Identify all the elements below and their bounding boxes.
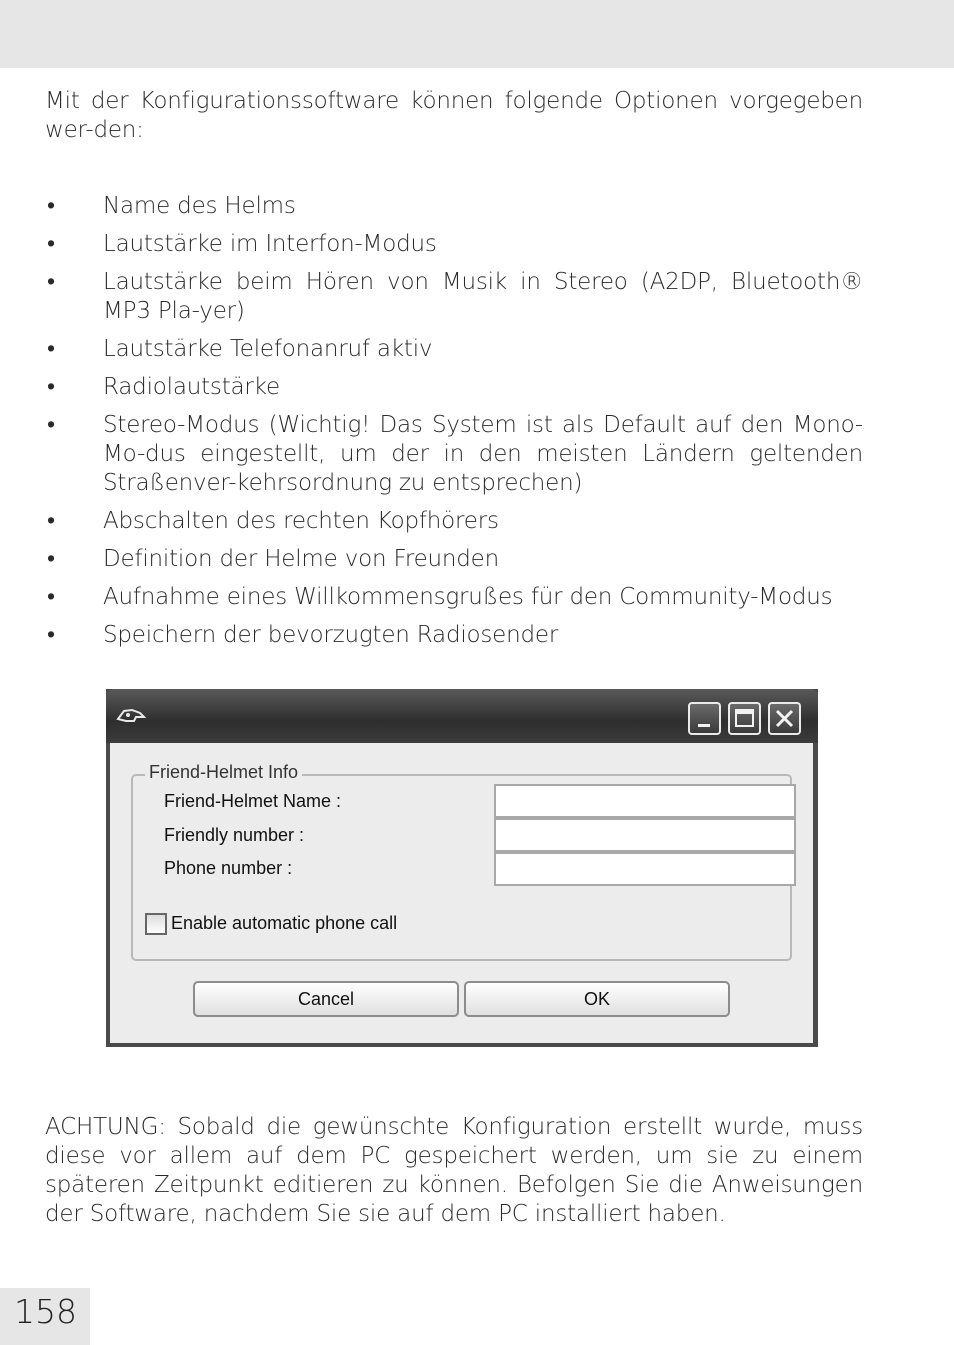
friendly-number-label: Friendly number :	[164, 825, 305, 845]
bullet-icon: •	[47, 231, 55, 257]
list-item	[45, 335, 863, 364]
list-item-text: Abschalten des rechten Kopfhörers	[103, 508, 499, 534]
list-item	[45, 545, 863, 574]
friend-helmet-dialog	[106, 689, 818, 1047]
maximize-icon	[730, 704, 759, 733]
bullet-icon: •	[47, 412, 55, 438]
bullet-icon: •	[47, 193, 55, 219]
page-number: 158	[14, 1292, 77, 1331]
helmet-logo-icon	[116, 705, 146, 725]
list-item	[45, 621, 863, 650]
minimize-icon	[690, 704, 719, 733]
list-item	[45, 411, 863, 498]
automatic-phone-call-label[interactable]: Enable automatic phone call	[171, 913, 398, 933]
list-item	[45, 192, 863, 221]
bullet-icon: •	[47, 269, 55, 295]
friend-helmet-name-input[interactable]	[494, 784, 796, 818]
friendly-number-input[interactable]	[494, 818, 796, 852]
list-item	[45, 583, 863, 612]
list-item-text: Lautstärke Telefonanruf aktiv	[103, 336, 433, 362]
options-list	[45, 192, 863, 659]
ok-button[interactable]: OK	[464, 981, 730, 1017]
list-item-text: Lautstärke im Interfon-Modus	[103, 231, 437, 257]
list-item	[45, 268, 863, 326]
bullet-icon: •	[47, 374, 55, 400]
cancel-button[interactable]: Cancel	[193, 981, 459, 1017]
phone-number-input[interactable]	[494, 852, 796, 886]
maximize-button[interactable]	[728, 702, 761, 735]
phone-number-label: Phone number :	[164, 858, 293, 878]
bullet-icon: •	[47, 584, 55, 610]
list-item	[45, 507, 863, 536]
list-item-text: Definition der Helme von Freunden	[103, 546, 500, 572]
list-item-text: Name des Helms	[103, 193, 296, 219]
list-item-text: Aufnahme eines Willkommensgrußes für den Community-Modus	[103, 584, 833, 610]
group-title: Friend-Helmet Info	[145, 762, 302, 783]
list-item-text: Speichern der bevorzugten Radiosender	[103, 622, 559, 648]
friend-helmet-name-label: Friend-Helmet Name :	[164, 791, 342, 811]
header-band	[0, 0, 954, 68]
minimize-button[interactable]	[688, 702, 721, 735]
bullet-icon: •	[47, 546, 55, 572]
dialog-titlebar[interactable]	[106, 689, 818, 743]
list-item-text: Lautstärke beim Hören von Musik in Stereo (A2DP, Bluetooth® MP3 Pla-yer)	[103, 269, 863, 324]
automatic-phone-call-checkbox[interactable]	[145, 913, 167, 935]
bullet-icon: •	[47, 508, 55, 534]
warning-text: ACHTUNG: Sobald die gewünschte Konfiguration erstellt wurde, muss diese vor allem auf dem PC gespeichert werden, um sie zu einem späteren Zeitpunkt editieren zu können. Befolgen Sie die Anweisungen der Software, nachdem Sie sie auf dem PC installiert haben.	[45, 1114, 863, 1227]
list-item-text: Radiolautstärke	[103, 374, 280, 400]
bullet-icon: •	[47, 622, 55, 648]
intro-text: Mit der Konfigurationssoftware können folgende Optionen vorgegeben wer-den:	[45, 88, 863, 143]
list-item-text: Stereo-Modus (Wichtig! Das System ist als Default auf den Mono-Mo-dus eingestellt, um der in den meisten Ländern geltenden Straßenver-kehrsordnung zu entsprechen)	[103, 412, 863, 496]
close-icon	[770, 704, 799, 733]
bullet-icon: •	[47, 336, 55, 362]
list-item	[45, 230, 863, 259]
list-item	[45, 373, 863, 402]
dialog-client-area	[110, 743, 813, 1043]
close-button[interactable]	[768, 702, 801, 735]
